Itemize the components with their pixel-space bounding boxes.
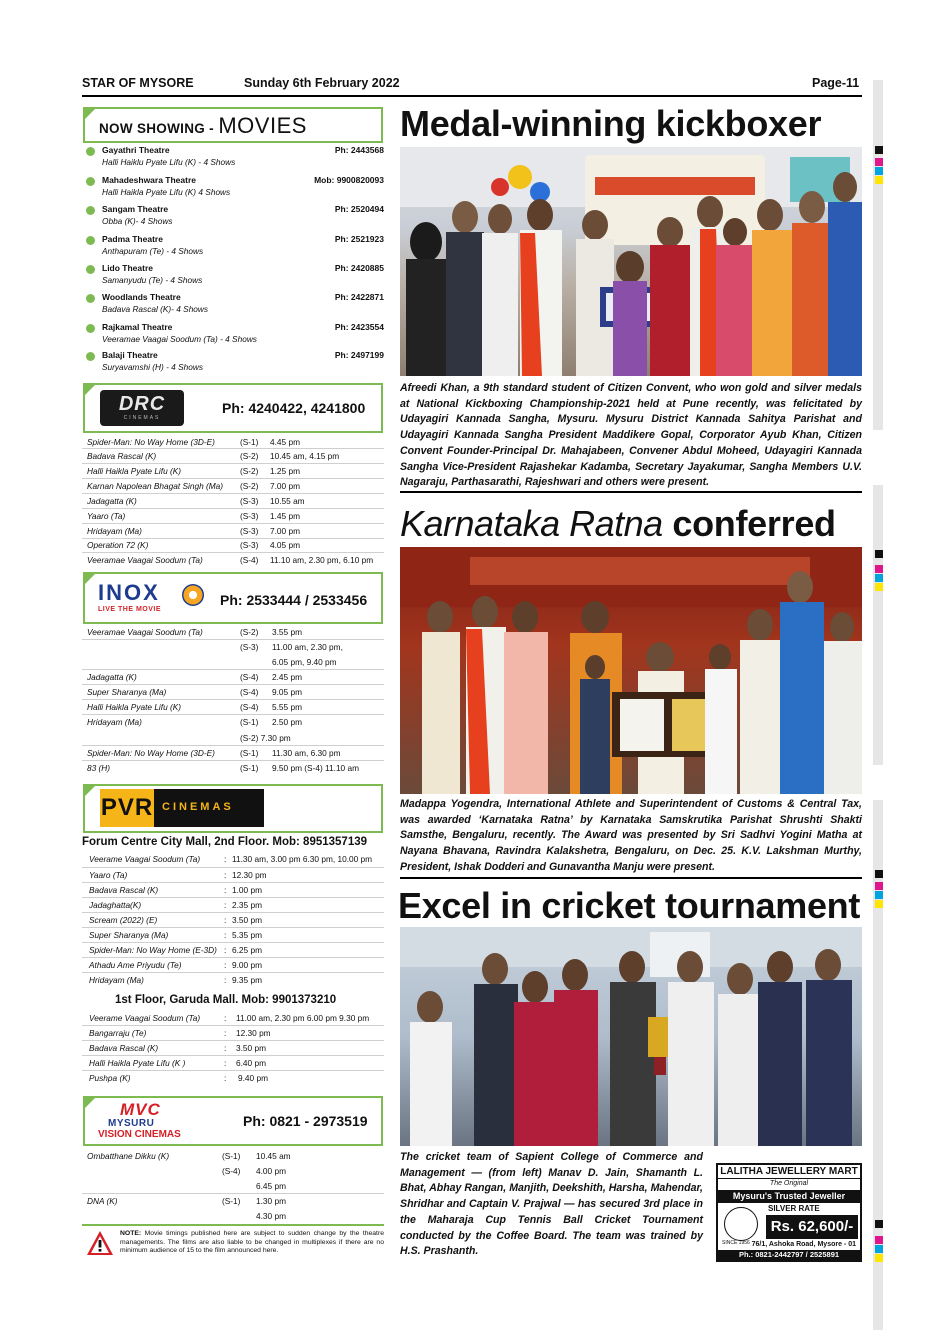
list-item [84, 234, 384, 262]
screen: (S-3) [240, 511, 259, 521]
story3-headline: Excel in cricket tournament [398, 885, 861, 926]
bullet-icon [86, 294, 95, 303]
reg-mark [875, 870, 883, 878]
showtime: 6.40 pm [236, 1058, 266, 1068]
film-title: Veerame Vaagai Soodum (Ta) [89, 854, 201, 864]
note-body: Movie timings published here are subject to sudden change by the theatre managements. The films are also liable to be changed in multiplexes if there are no minimum audience of 15 to the film announced here. [120, 1230, 384, 1255]
showtime: 9.00 pm [232, 960, 262, 970]
film-title: Spider-Man: No Way Home (3D-E) [87, 437, 215, 447]
page-number: Page-11 [812, 76, 860, 90]
film-title: Veerame Vaagai Soodum (Ta) [89, 1013, 201, 1023]
reg-mark [875, 1236, 883, 1244]
list-item [84, 263, 384, 291]
row-divider [82, 508, 384, 509]
showtime: 1.30 pm [256, 1196, 286, 1206]
ad-name: LALITHA JEWELLERY MART [718, 1165, 860, 1179]
reg-mark [875, 891, 883, 899]
film-title: Halli Haikla Pyate Lifu (K) [87, 702, 182, 712]
story2-headline-b: conferred [672, 503, 836, 544]
time-separator: : [224, 1013, 227, 1023]
story2-headline-a: Karnataka Ratna [400, 503, 663, 544]
jewellery-ad [716, 1163, 862, 1262]
showtime: 2.50 pm [272, 717, 302, 727]
story3-photo [400, 927, 862, 1146]
mysuru-logo [98, 1100, 222, 1142]
film-title: Bangarraju (Te) [89, 1028, 147, 1038]
theatre-film: Obba (K)- 4 Shows [102, 216, 173, 226]
theatre-phone: Ph: 2521923 [334, 234, 384, 244]
screen: (S-3) [240, 540, 259, 550]
time-separator: : [224, 870, 227, 880]
time-separator: : [224, 1058, 227, 1068]
theatre-film: Veeramae Vaagai Soodum (Ta) - 4 Shows [102, 334, 257, 344]
showtime: 10.45 am [256, 1151, 291, 1161]
inox-logo-text: INOX [98, 580, 160, 605]
showtime: 11.00 am, 2.30 pm 6.00 pm 9.30 pm [236, 1013, 370, 1023]
film-title: Halli Haikla Pyate Lifu (K) [87, 466, 182, 476]
pvr-logo [100, 789, 264, 827]
showtime: 9.05 pm [272, 687, 302, 697]
warning-icon [86, 1230, 114, 1256]
film-title: Karnan Napolean Bhagat Singh (Ma) [87, 481, 224, 491]
film-title: Scream (2022) (E) [89, 915, 158, 925]
mysuru-logo-line1: MYSURU [108, 1118, 155, 1129]
theatre-name: Woodlands Theatre [102, 292, 181, 302]
time-separator: : [224, 930, 227, 940]
showtime: 2.45 pm [272, 672, 302, 682]
theatre-phone: Mob: 9900820093 [314, 175, 384, 185]
film-title: Hridayam (Ma) [87, 717, 142, 727]
pvr-forum-heading: Forum Centre City Mall, 2nd Floor. Mob: 8951357139 [82, 836, 368, 848]
film-title: Veeramae Vaagai Soodum (Ta) [87, 627, 203, 637]
theatre-phone: Ph: 2422871 [334, 292, 384, 302]
film-title: Yaaro (Ta) [87, 511, 126, 521]
pvr-logo-sub: CINEMAS [162, 801, 234, 813]
story1-headline: Medal-winning kickboxer [400, 103, 822, 144]
theatre-name: Rajkamal Theatre [102, 322, 173, 332]
film-title: Veeramae Vaagai Soodum (Ta) [87, 555, 203, 565]
paper-name: STAR OF MYSORE [82, 76, 194, 90]
note-label: NOTE: [120, 1230, 142, 1237]
film-title: DNA (K) [87, 1196, 118, 1206]
theatre-name: Sangam Theatre [102, 204, 169, 214]
reg-mark [875, 167, 883, 175]
drc-logo [100, 390, 184, 426]
showtime: 12.30 pm [236, 1028, 271, 1038]
time-separator: : [224, 1043, 227, 1053]
showtime: 7.00 pm [270, 526, 300, 536]
film-title: Halli Haikla Pyate Lifu (K ) [89, 1058, 186, 1068]
mysuru-logo-mvc: MVC [120, 1100, 161, 1119]
showtime: 10.45 am, 4.15 pm [270, 451, 340, 461]
showtime: 10.55 am [270, 496, 305, 506]
margin-strip-mid [873, 485, 883, 765]
reg-mark [875, 1254, 883, 1262]
ad-slogan: Mysuru's Trusted Jeweller [718, 1190, 860, 1203]
screen: (S-1) [222, 1196, 241, 1206]
theatre-name: Gayathri Theatre [102, 145, 170, 155]
time-separator: : [224, 975, 227, 985]
mysuru-logo-line2: VISION CINEMAS [98, 1129, 181, 1140]
screen: (S-2) 7.30 pm [240, 733, 291, 743]
story3-caption: The cricket team of Sapient College of Commerce and Management — (from left) Manav D. Jain, Shamanth L. Bhat, Abhay Rangan, Manjith, Deekshith, Harsha, Mahendar, Shridhar and Captain V. Prajwal — has secured 3rd place in the Maharaja Cup Tennis Ball Cricket Tournament conducted by the Coffee Board. The team was trained by H.S. Prashanth. [400, 1151, 703, 1258]
story-divider [400, 877, 862, 879]
now-showing-title [99, 113, 307, 139]
film-title: 83 (H) [87, 763, 111, 773]
film-title: Spider-Man: No Way Home (3D-E) [87, 748, 215, 758]
theatre-film: Anthapuram (Te) - 4 Shows [102, 246, 204, 256]
showtime: 3.50 pm [232, 915, 262, 925]
film-title: Pushpa (K) [89, 1073, 131, 1083]
ad-phone: Ph.: 0821-2442797 / 2525891 [718, 1250, 860, 1260]
time-separator: : [224, 960, 227, 970]
inox-emblem-icon [182, 584, 204, 606]
list-item [84, 292, 384, 320]
film-title: Jadagatta (K) [87, 672, 137, 682]
showtime: 4.00 pm [256, 1166, 286, 1176]
showtime: 9.35 pm [232, 975, 262, 985]
showtime: 6.05 pm, 9.40 pm [272, 657, 337, 667]
showtime: 2.35 pm [232, 900, 262, 910]
screen: (S-1) [240, 763, 259, 773]
reg-mark [875, 1245, 883, 1253]
reg-mark [875, 550, 883, 558]
issue-date: Sunday 6th February 2022 [244, 76, 400, 90]
theatre-phone: Ph: 2520494 [334, 204, 384, 214]
time-separator: : [224, 854, 227, 864]
reg-mark [875, 1220, 883, 1228]
reg-mark [875, 158, 883, 166]
theatre-phone: Ph: 2423554 [334, 322, 384, 332]
screen: (S-3) [240, 642, 259, 652]
ad-rate: Rs. 62,600/- [766, 1215, 858, 1239]
showtime: 4.30 pm [256, 1211, 286, 1221]
theatre-phone: Ph: 2497199 [334, 350, 384, 360]
film-title: Badava Rascal (K) [87, 451, 157, 461]
theatre-film: Halli Haikla Pyate Lifu (K) 4 Shows [102, 187, 231, 197]
theatre-name: Padma Theatre [102, 234, 163, 244]
film-title: Jadagatta (K) [87, 496, 137, 506]
showtime: 6.25 pm [232, 945, 262, 955]
theatre-phone: Ph: 2443568 [334, 145, 384, 155]
showtime: 5.35 pm [232, 930, 262, 940]
film-title: Badava Rascal (K) [89, 1043, 159, 1053]
ad-emblem-icon [724, 1207, 758, 1241]
showtime: 5.55 pm [272, 702, 302, 712]
list-item [84, 350, 384, 378]
showtime: 3.50 pm [236, 1043, 266, 1053]
showtime: 4.05 pm [270, 540, 300, 550]
showtime: 1.25 pm [270, 466, 300, 476]
inox-logo-sub: LIVE THE MOVIE [98, 606, 162, 613]
screen: (S-3) [240, 526, 259, 536]
drc-phone: Ph: 4240422, 4241800 [222, 400, 366, 416]
mysuru-phone: Ph: 0821 - 2973519 [243, 1113, 368, 1129]
margin-strip-top [873, 80, 883, 430]
ad-tagline: The Original [769, 1180, 809, 1187]
header-rule [82, 95, 862, 97]
theatre-name: Lido Theatre [102, 263, 154, 273]
inox-logo [98, 580, 210, 618]
film-title: Hridayam (Ma) [87, 526, 142, 536]
screen: (S-4) [240, 672, 259, 682]
showtime: 11.00 am, 2.30 pm, [272, 642, 343, 652]
showtime: 1.45 pm [270, 511, 300, 521]
list-item [84, 322, 384, 350]
bullet-icon [86, 206, 95, 215]
film-title: Ombatthane Dikku (K) [87, 1151, 170, 1161]
showtime: 3.55 pm [272, 627, 302, 637]
theatre-film: Samanyudu (Te) - 4 Shows [102, 275, 203, 285]
film-title: Super Sharanya (Ma) [87, 687, 167, 697]
story2-photo [400, 547, 862, 794]
list-item [84, 145, 384, 173]
ad-rate-label: SILVER RATE [768, 1204, 820, 1213]
ad-address: 76/1, Ashoka Road, Mysore - 01 [751, 1241, 856, 1248]
story-divider [400, 491, 862, 493]
now-showing-label: NOW SHOWING - [99, 121, 214, 136]
showtime: 6.45 pm [256, 1181, 286, 1191]
film-title: Athadu Ame Priyudu (Te) [89, 960, 182, 970]
theatre-film: Suryavamshi (H) - 4 Shows [102, 362, 203, 372]
note-text [120, 1230, 384, 1256]
ad-since: SINCE 1956 [722, 1240, 750, 1246]
showtime: 12.30 pm [232, 870, 267, 880]
reg-mark [875, 882, 883, 890]
screen: (S-1) [240, 717, 259, 727]
showtime: 11.30 am, 6.30 pm [272, 748, 341, 758]
bullet-icon [86, 177, 95, 186]
reg-mark [875, 146, 883, 154]
theatre-film: Halli Haiklu Pyate Lifu (K) - 4 Shows [102, 157, 236, 167]
screen: (S-1) [240, 437, 259, 447]
screen: (S-4) [222, 1166, 241, 1176]
showtime: 7.00 pm [270, 481, 300, 491]
bullet-icon [86, 265, 95, 274]
theatre-name: Balaji Theatre [102, 350, 158, 360]
list-item [84, 204, 384, 232]
story1-photo [400, 147, 862, 376]
time-separator: : [224, 945, 227, 955]
inox-phone: Ph: 2533444 / 2533456 [220, 592, 368, 608]
theatre-film: Badava Rascal (K)- 4 Shows [102, 304, 209, 314]
film-title: Operation 72 (K) [87, 540, 149, 550]
film-title: Yaaro (Ta) [89, 870, 128, 880]
showtime: 11.10 am, 2.30 pm, 6.10 pm [270, 555, 374, 565]
reg-mark [875, 176, 883, 184]
film-title: Super Sharanya (Ma) [89, 930, 169, 940]
film-title: Hridayam (Ma) [89, 975, 144, 985]
pvr-garuda-heading: 1st Floor, Garuda Mall. Mob: 9901373210 [115, 994, 337, 1006]
time-separator: : [224, 1028, 227, 1038]
drc-logo-text: DRC [118, 393, 166, 415]
note-rule [82, 1224, 384, 1226]
list-item [84, 175, 384, 203]
film-title: Spider-Man: No Way Home (E-3D) [89, 945, 217, 955]
bullet-icon [86, 324, 95, 333]
reg-mark [875, 900, 883, 908]
story2-headline [400, 504, 836, 544]
showtime: 1.00 pm [232, 885, 262, 895]
story1-caption: Afreedi Khan, a 9th standard student of Citizen Convent, who won gold and silver medals at National Kickboxing Championship-2021 held at Pune recently, was felicitated by Udayagiri Kannada Sangha, Mysuru. Mysuru District Kannada Sahitya Parishat and Udayagiri Kannada Sangha President Maddikere Gopal, Corporator Ayub Khan, Citizen Convent Founder-Principal Dr. Mahajabeen, Convener Abdul Moheed, Udayagiri Kannada Sangha Vice-President Rajashekar Kadamba, Secretary Jayakumar, Sangha Members U.V. Nagaraju, Parthasarathi, Rajeshwari and others were present. [400, 382, 862, 489]
screen: (S-2) [240, 466, 259, 476]
reg-mark [875, 565, 883, 573]
time-separator: : [224, 915, 227, 925]
screen: (S-2) [240, 627, 259, 637]
drc-logo-sub: CINEMAS [123, 415, 161, 421]
screen: (S-4) [240, 555, 259, 565]
bullet-icon [86, 236, 95, 245]
time-separator: : [224, 885, 227, 895]
now-showing-movies: MOVIES [218, 113, 307, 138]
pvr-logo-text: PVR [100, 789, 154, 827]
screen: (S-4) [240, 702, 259, 712]
screen: (S-1) [240, 748, 259, 758]
film-title: Jadaghatta(K) [89, 900, 142, 910]
theatre-phone: Ph: 2420885 [334, 263, 384, 273]
screen: (S-4) [240, 687, 259, 697]
reg-mark [875, 583, 883, 591]
showtime: 4.45 pm [270, 437, 300, 447]
time-separator: : [224, 1073, 227, 1083]
bullet-icon [86, 147, 95, 156]
screen: (S-2) [240, 481, 259, 491]
theatre-name: Mahadeshwara Theatre [102, 175, 197, 185]
story2-caption: Madappa Yogendra, International Athlete and Superintendent of Customs & Central Tax, was awarded ‘Karnataka Ratna’ by Karnataka Samskrutika Parishat Shrushti Shakti Samsthe, Bengaluru, recently. The Award was presented by Sri Sadhvi Yogini Matha at Nayana Bhavana, Ravindra Kalakshetra, Bengaluru, on Dec. 25. K.V. Lakshman Murthy, President, Ishak Dodderi and Gunavantha Manju were present. [400, 798, 862, 873]
screen: (S-3) [240, 496, 259, 506]
showtime: 9.40 pm [238, 1073, 268, 1083]
screen: (S-2) [240, 451, 259, 461]
film-title: Badava Rascal (K) [89, 885, 159, 895]
showtime: 11.30 am, 3.00 pm 6.30 pm, 10.00 pm [232, 854, 373, 864]
bullet-icon [86, 352, 95, 361]
showtime: 9.50 pm (S-4) 11.10 am [272, 763, 360, 773]
screen: (S-1) [222, 1151, 241, 1161]
reg-mark [875, 574, 883, 582]
time-separator: : [224, 900, 227, 910]
